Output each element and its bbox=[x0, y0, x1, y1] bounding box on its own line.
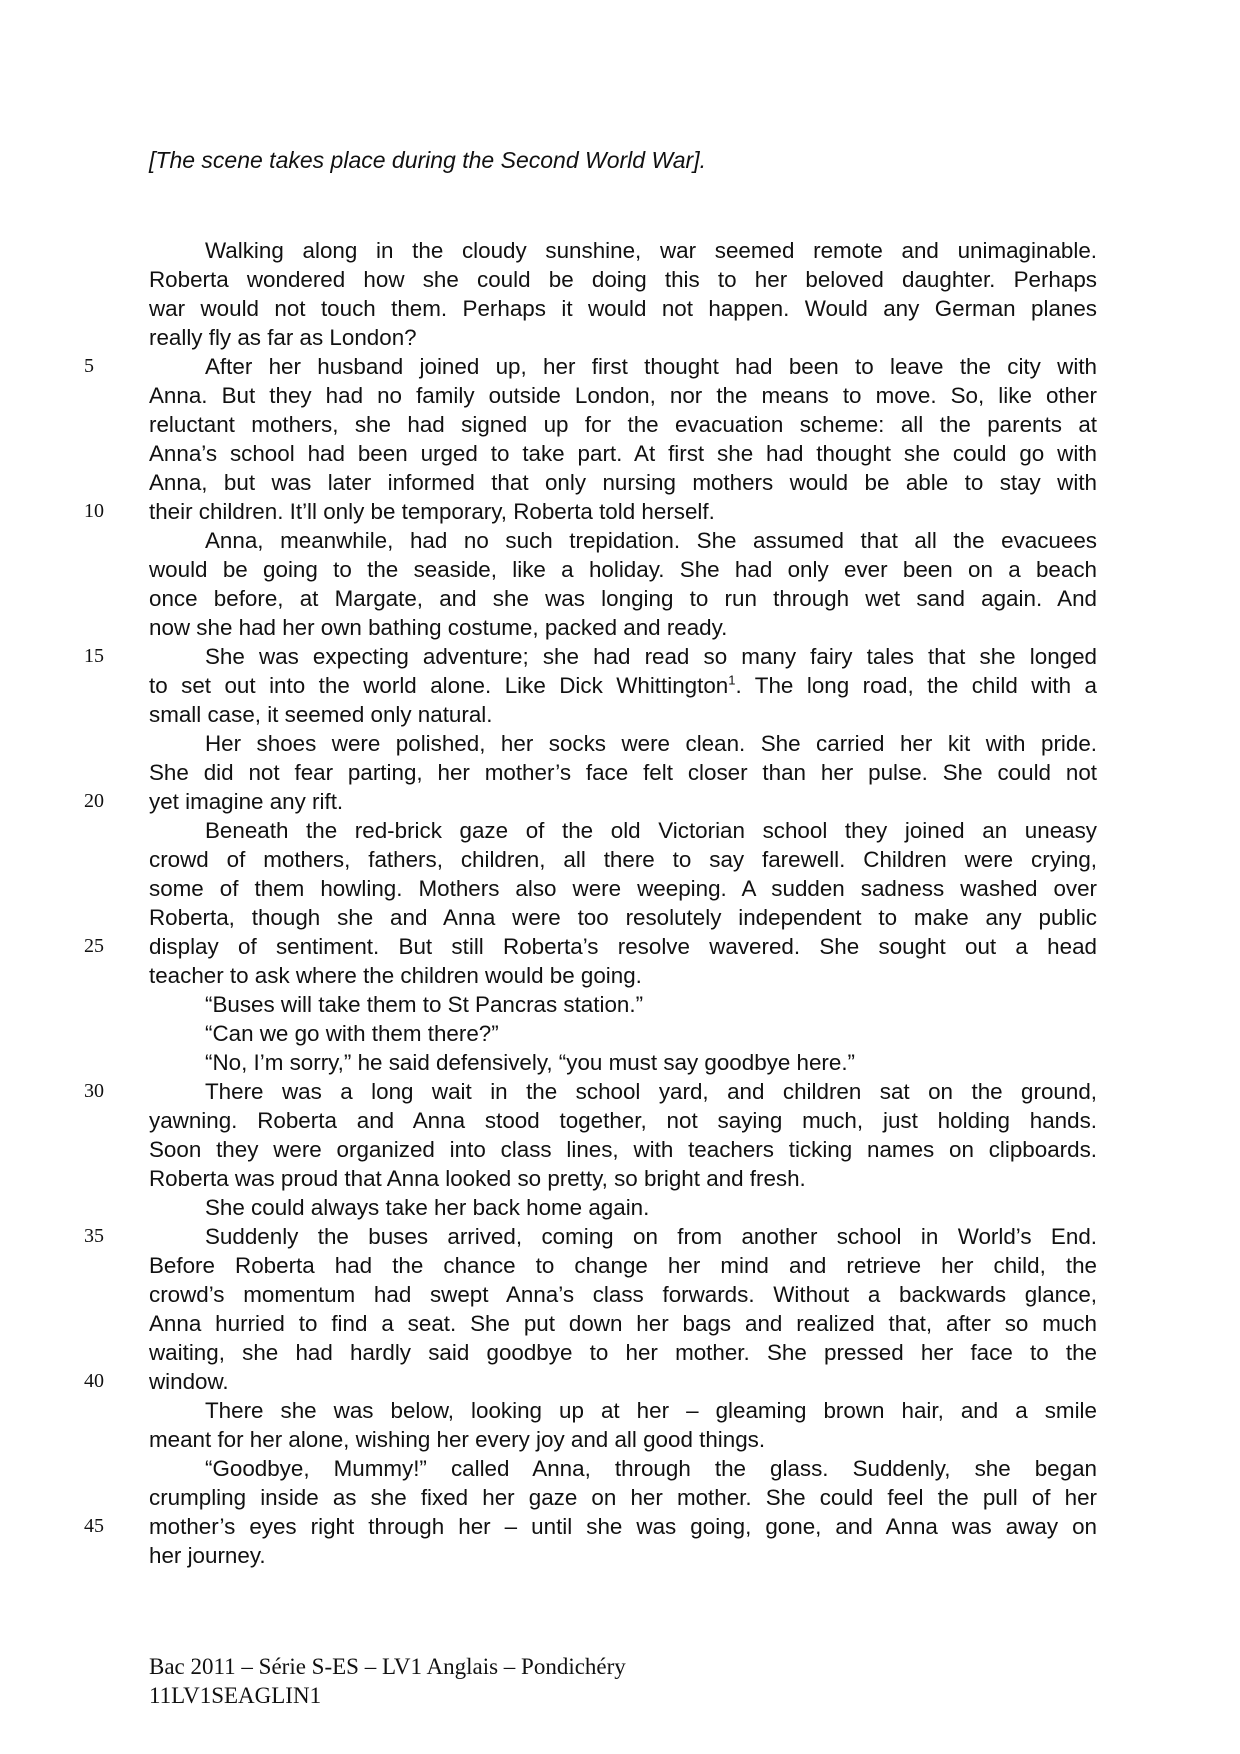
text-line bbox=[149, 816, 1097, 845]
text-line bbox=[84, 497, 1097, 526]
line-text: Roberta was proud that Anna looked so pretty, so bright and fresh. bbox=[149, 1166, 806, 1191]
line-text: Walking along in the cloudy sunshine, war seemed remote and unimaginable. bbox=[205, 238, 1097, 263]
text-line bbox=[149, 729, 1097, 758]
text-line bbox=[149, 700, 1097, 729]
line-number: 15 bbox=[84, 645, 104, 667]
text-line bbox=[84, 787, 1097, 816]
line-text: There she was below, looking up at her – gleaming brown hair, and a smile bbox=[205, 1398, 1097, 1423]
text-line bbox=[84, 1222, 1097, 1251]
line-text: mother’s eyes right through her – until she was going, gone, and Anna was away on bbox=[149, 1514, 1097, 1539]
text-line bbox=[84, 1512, 1097, 1541]
line-text: Anna’s school had been urged to take part. At first she had thought she could go with bbox=[149, 441, 1097, 466]
text-line bbox=[149, 1396, 1097, 1425]
text-line bbox=[149, 1309, 1097, 1338]
line-text: Roberta, though she and Anna were too resolutely independent to make any public bbox=[149, 905, 1097, 930]
line-text: small case, it seemed only natural. bbox=[149, 702, 493, 727]
line-text: Anna, meanwhile, had no such trepidation. She assumed that all the evacuees bbox=[205, 528, 1097, 553]
line-number: 25 bbox=[84, 935, 104, 957]
text-line bbox=[149, 1164, 1097, 1193]
text-line bbox=[149, 1106, 1097, 1135]
text-line bbox=[149, 961, 1097, 990]
line-text: “No, I’m sorry,” he said defensively, “you must say goodbye here.” bbox=[205, 1050, 856, 1075]
text-line bbox=[149, 555, 1097, 584]
text-line bbox=[149, 265, 1097, 294]
line-text: Suddenly the buses arrived, coming on from another school in World’s End. bbox=[205, 1224, 1097, 1249]
line-text: crowd’s momentum had swept Anna’s class forwards. Without a backwards glance, bbox=[149, 1282, 1097, 1307]
text-line bbox=[149, 410, 1097, 439]
text-line bbox=[149, 439, 1097, 468]
text-line bbox=[84, 352, 1097, 381]
text-line bbox=[149, 1019, 1097, 1048]
line-text: once before, at Margate, and she was longing to run through wet sand again. And bbox=[149, 586, 1097, 611]
line-text: Roberta wondered how she could be doing this to her beloved daughter. Perhaps bbox=[149, 267, 1097, 292]
line-number: 20 bbox=[84, 790, 104, 812]
line-text: teacher to ask where the children would be going. bbox=[149, 963, 642, 988]
line-number: 35 bbox=[84, 1225, 104, 1247]
text-line bbox=[149, 874, 1097, 903]
text-line bbox=[149, 758, 1097, 787]
line-text: to set out into the world alone. Like Dick Whittington bbox=[149, 673, 729, 698]
line-text: She was expecting adventure; she had read so many fairy tales that she longed bbox=[205, 644, 1097, 669]
line-text: would be going to the seaside, like a holiday. She had only ever been on a beach bbox=[149, 557, 1097, 582]
text-line bbox=[149, 845, 1097, 874]
line-text: Anna, but was later informed that only nursing mothers would be able to stay with bbox=[149, 470, 1097, 495]
footnote-marker: 1 bbox=[728, 672, 736, 688]
text-line bbox=[149, 584, 1097, 613]
scene-intro: [The scene takes place during the Second World War]. bbox=[149, 147, 706, 173]
line-text: her journey. bbox=[149, 1543, 266, 1568]
text-line bbox=[149, 236, 1097, 265]
line-number: 5 bbox=[84, 355, 94, 377]
line-text: waiting, she had hardly said goodbye to her mother. She pressed her face to the bbox=[149, 1340, 1097, 1365]
text-line bbox=[149, 1425, 1097, 1454]
line-text: “Can we go with them there?” bbox=[205, 1021, 499, 1046]
line-text: display of sentiment. But still Roberta’s resolve wavered. She sought out a head bbox=[149, 934, 1097, 959]
text-line bbox=[149, 526, 1097, 555]
text-line bbox=[84, 642, 1097, 671]
line-text: “Goodbye, Mummy!” called Anna, through the glass. Suddenly, she began bbox=[205, 1456, 1097, 1481]
line-text: now she had her own bathing costume, packed and ready. bbox=[149, 615, 728, 640]
line-text: Anna hurried to find a seat. She put down her bags and realized that, after so much bbox=[149, 1311, 1097, 1336]
line-text: Before Roberta had the chance to change her mind and retrieve her child, the bbox=[149, 1253, 1097, 1278]
line-text: meant for her alone, wishing her every joy and all good things. bbox=[149, 1427, 766, 1452]
line-text: some of them howling. Mothers also were weeping. A sudden sadness washed over bbox=[149, 876, 1097, 901]
text-line bbox=[149, 1280, 1097, 1309]
line-text: their children. It’ll only be temporary, Roberta told herself. bbox=[149, 499, 715, 524]
line-text: She did not fear parting, her mother’s face felt closer than her pulse. She could not bbox=[149, 760, 1097, 785]
line-number: 30 bbox=[84, 1080, 104, 1102]
footer-exam-title: Bac 2011 – Série S-ES – LV1 Anglais – Pondichéry bbox=[149, 1654, 626, 1679]
line-text: Anna. But they had no family outside London, nor the means to move. So, like other bbox=[149, 383, 1097, 408]
text-line bbox=[149, 468, 1097, 497]
line-number: 40 bbox=[84, 1370, 104, 1392]
footer-exam-code: 11LV1SEAGLIN1 bbox=[149, 1683, 322, 1708]
line-text: yet imagine any rift. bbox=[149, 789, 344, 814]
line-text-continued: . The long road, the child with a bbox=[735, 673, 1098, 698]
text-line bbox=[149, 1541, 1097, 1570]
line-text: Beneath the red-brick gaze of the old Victorian school they joined an uneasy bbox=[205, 818, 1097, 843]
text-line bbox=[149, 903, 1097, 932]
line-text: really fly as far as London? bbox=[149, 325, 417, 350]
text-line bbox=[149, 1048, 1097, 1077]
line-number: 10 bbox=[84, 500, 104, 522]
line-text: reluctant mothers, she had signed up for the evacuation scheme: all the parents at bbox=[149, 412, 1097, 437]
line-text: crowd of mothers, fathers, children, all there to say farewell. Children were crying, bbox=[149, 847, 1097, 872]
text-line bbox=[149, 671, 1097, 700]
line-text: war would not touch them. Perhaps it would not happen. Would any German planes bbox=[149, 296, 1097, 321]
line-text: Her shoes were polished, her socks were clean. She carried her kit with pride. bbox=[205, 731, 1097, 756]
line-number: 45 bbox=[84, 1515, 104, 1537]
text-line bbox=[149, 381, 1097, 410]
line-text: She could always take her back home again. bbox=[205, 1195, 650, 1220]
line-text: yawning. Roberta and Anna stood together, not saying much, just holding hands. bbox=[149, 1108, 1097, 1133]
line-text: Soon they were organized into class lines, with teachers ticking names on clipboards. bbox=[149, 1137, 1097, 1162]
text-line bbox=[149, 1454, 1097, 1483]
text-line bbox=[84, 1077, 1097, 1106]
text-line bbox=[149, 613, 1097, 642]
page-footer bbox=[149, 1652, 626, 1710]
text-line bbox=[149, 1338, 1097, 1367]
line-text: There was a long wait in the school yard, and children sat on the ground, bbox=[205, 1079, 1097, 1104]
text-line bbox=[149, 1251, 1097, 1280]
text-line bbox=[149, 990, 1097, 1019]
text-line bbox=[149, 1193, 1097, 1222]
passage-text bbox=[84, 236, 1098, 1570]
text-line bbox=[84, 1367, 1097, 1396]
line-text: crumpling inside as she fixed her gaze on her mother. She could feel the pull of her bbox=[149, 1485, 1097, 1510]
line-text: “Buses will take them to St Pancras station.” bbox=[205, 992, 644, 1017]
line-text: After her husband joined up, her first thought had been to leave the city with bbox=[205, 354, 1097, 379]
text-line bbox=[149, 294, 1097, 323]
text-line bbox=[149, 323, 1097, 352]
line-text: window. bbox=[149, 1369, 229, 1394]
text-line bbox=[149, 1135, 1097, 1164]
text-line bbox=[149, 1483, 1097, 1512]
text-line bbox=[84, 932, 1097, 961]
